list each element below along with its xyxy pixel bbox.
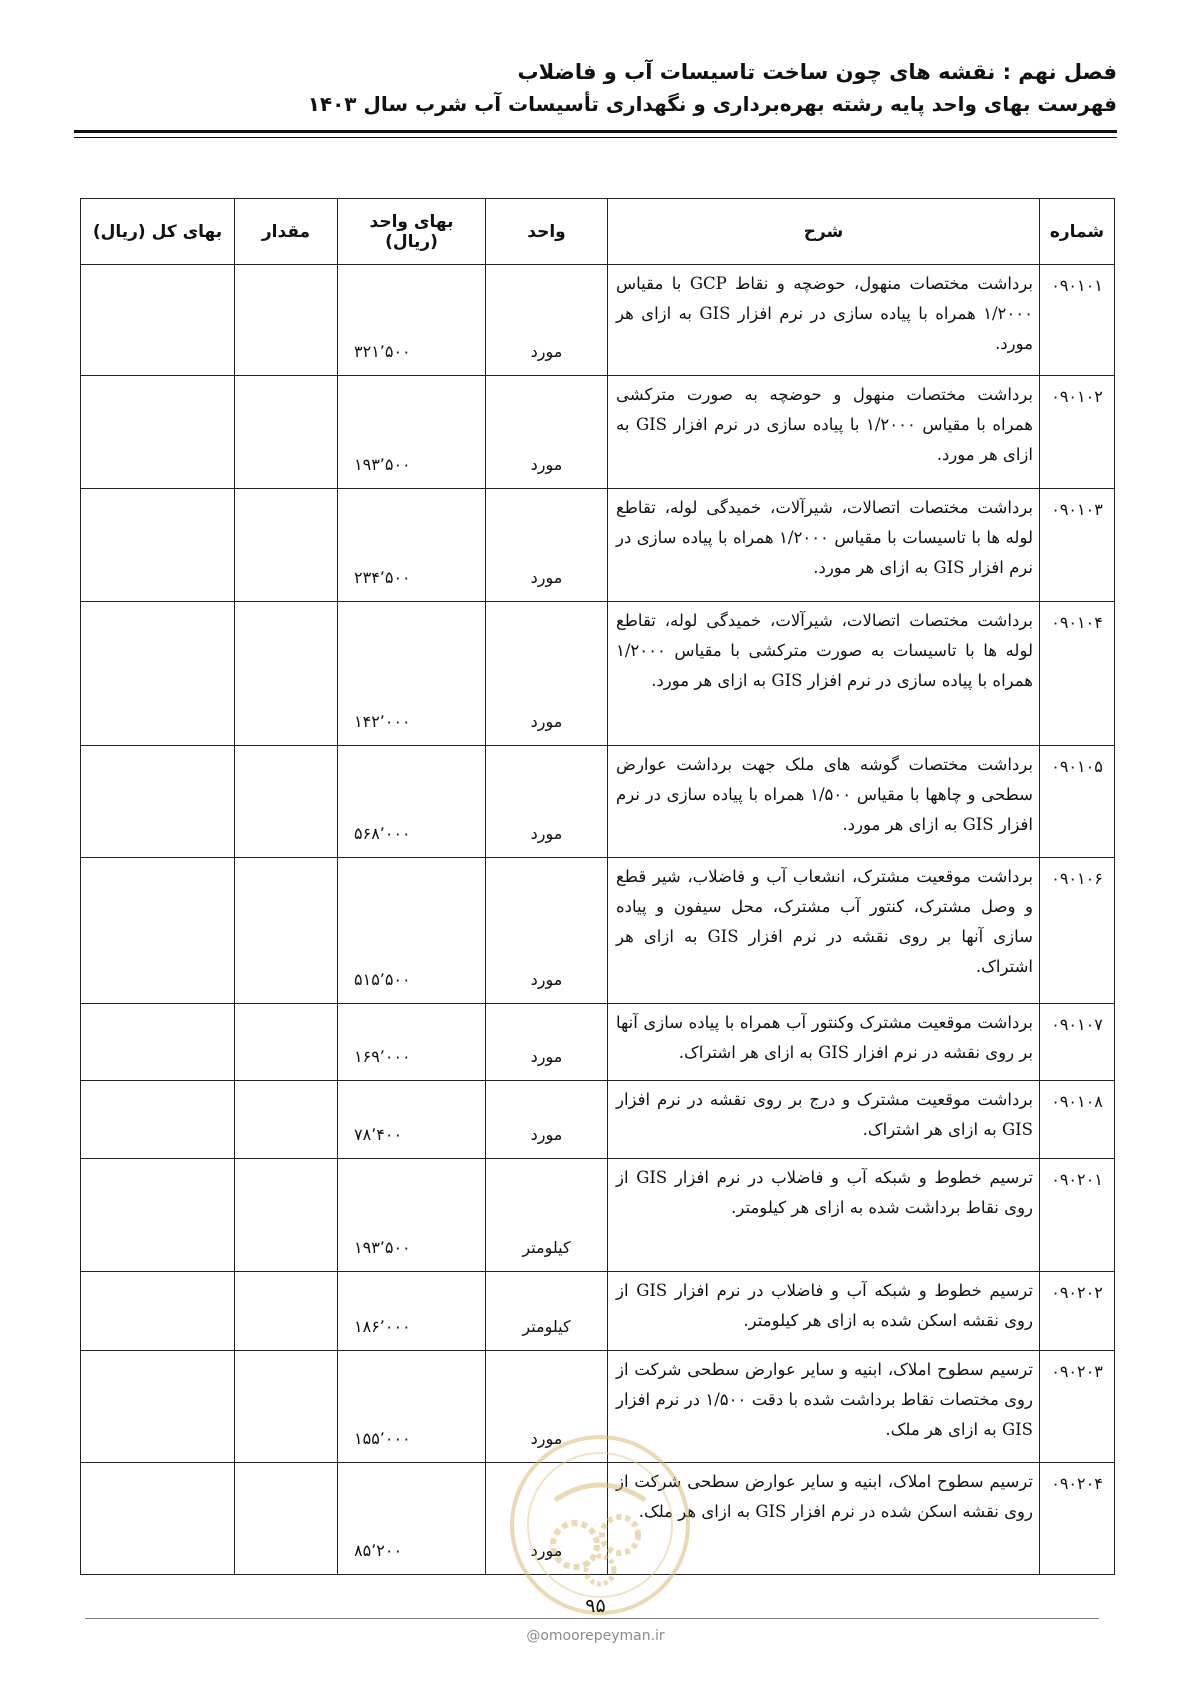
item-number: ۰۹۰۱۰۴ [1040,602,1115,746]
item-unit: مورد [486,858,608,1004]
item-unit-price: ۱۹۳٬۵۰۰ [338,376,486,489]
item-description: ترسیم خطوط و شبکه آب و فاضلاب در نرم افزار GIS از روی نقشه اسکن شده به ازای هر کیلومتر. [608,1272,1040,1351]
item-unit: مورد [486,1004,608,1081]
item-unit-price: ۸۵٬۲۰۰ [338,1463,486,1575]
item-number: ۰۹۰۱۰۶ [1040,858,1115,1004]
item-number: ۰۹۰۱۰۱ [1040,265,1115,376]
item-unit-price: ۲۳۴٬۵۰۰ [338,489,486,602]
table-row [81,1159,1115,1272]
table-row [81,489,1115,602]
item-unit-price: ۵۶۸٬۰۰۰ [338,746,486,858]
item-number: ۰۹۰۱۰۵ [1040,746,1115,858]
price-list-table [80,198,1115,1575]
table-row [81,1272,1115,1351]
page-number: ۹۵ [585,1595,606,1617]
item-quantity [235,376,338,489]
header-divider-thick [74,130,1117,133]
item-description: برداشت مختصات اتصالات، شیرآلات، خمیدگی لوله، تقاطع لوله ها با تاسیسات با مقیاس ۱/۲۰۰۰ همراه با پیاده سازی در نرم افزار GIS به ازای هر مورد. [608,489,1040,602]
item-unit: مورد [486,1081,608,1159]
item-total-price [81,1272,235,1351]
item-unit: مورد [486,489,608,602]
item-quantity [235,1004,338,1081]
item-unit-price: ۱۸۶٬۰۰۰ [338,1272,486,1351]
table-row [81,1004,1115,1081]
header-divider-thin [74,137,1117,138]
item-unit: مورد [486,1463,608,1575]
item-description: برداشت موقعیت مشترک، انشعاب آب و فاضلاب، شیر قطع و وصل مشترک، کنتور آب مشترک، محل سیفون و پیاده سازی آنها بر روی نقشه در نرم افزار GIS به ازای هر اشتراک. [608,858,1040,1004]
table-row [81,858,1115,1004]
item-unit-price: ۷۸٬۴۰۰ [338,1081,486,1159]
item-description: برداشت موقعیت مشترک و درج بر روی نقشه در نرم افزار GIS به ازای هر اشتراک. [608,1081,1040,1159]
item-description: ترسیم خطوط و شبکه آب و فاضلاب در نرم افزار GIS از روی نقاط برداشت شده به ازای هر کیلومتر. [608,1159,1040,1272]
header-number: شماره [1040,199,1115,265]
website-watermark: @omoorepeyman.ir [526,1628,665,1644]
table-row [81,746,1115,858]
item-number: ۰۹۰۱۰۳ [1040,489,1115,602]
item-unit: مورد [486,265,608,376]
item-number: ۰۹۰۲۰۲ [1040,1272,1115,1351]
item-unit: کیلومتر [486,1272,608,1351]
item-description: ترسیم سطوح املاک، ابنیه و سایر عوارض سطحی شرکت از روی نقشه اسکن شده در نرم افزار GIS به ازای هر ملک. [608,1463,1040,1575]
item-quantity [235,489,338,602]
item-unit: مورد [486,746,608,858]
item-number: ۰۹۰۲۰۳ [1040,1351,1115,1463]
item-total-price [81,265,235,376]
header-quantity: مقدار [235,199,338,265]
item-unit-price: ۱۹۳٬۵۰۰ [338,1159,486,1272]
item-total-price [81,1463,235,1575]
header-total-price: بهای کل (ریال) [81,199,235,265]
item-quantity [235,602,338,746]
item-unit-price: ۵۱۵٬۵۰۰ [338,858,486,1004]
item-unit-price: ۱۵۵٬۰۰۰ [338,1351,486,1463]
item-number: ۰۹۰۲۰۴ [1040,1463,1115,1575]
item-quantity [235,1463,338,1575]
item-quantity [235,1081,338,1159]
item-total-price [81,376,235,489]
page-header [74,56,1117,120]
item-description: برداشت مختصات گوشه های ملک جهت برداشت عوارض سطحی و چاهها با مقیاس ۱/۵۰۰ همراه با پیاده سازی در نرم افزار GIS به ازای هر مورد. [608,746,1040,858]
item-total-price [81,1351,235,1463]
header-unit: واحد [486,199,608,265]
item-description: برداشت مختصات منهول، حوضچه و نقاط GCP با مقیاس ۱/۲۰۰۰ همراه با پیاده سازی در نرم افزار GIS به ازای هر مورد. [608,265,1040,376]
item-number: ۰۹۰۱۰۲ [1040,376,1115,489]
document-title: فهرست بهای واحد پایه رشته بهره‌برداری و نگهداری تأسیسات آب شرب سال ۱۴۰۳ [307,92,1117,116]
item-number: ۰۹۰۲۰۱ [1040,1159,1115,1272]
chapter-title: فصل نهم : نقشه های چون ساخت تاسیسات آب و فاضلاب [517,60,1117,84]
item-quantity [235,1351,338,1463]
table-row [81,376,1115,489]
item-unit: مورد [486,602,608,746]
header-unit-price: بهای واحد (ریال) [338,199,486,265]
item-quantity [235,1272,338,1351]
item-total-price [81,1159,235,1272]
item-description: برداشت موقعیت مشترک وکنتور آب همراه با پیاده سازی آنها بر روی نقشه در نرم افزار GIS به ازای هر اشتراک. [608,1004,1040,1081]
header-description: شرح [608,199,1040,265]
item-total-price [81,489,235,602]
table-row [81,265,1115,376]
item-description: برداشت مختصات اتصالات، شیرآلات، خمیدگی لوله، تقاطع لوله ها با تاسیسات به صورت مترکشی با مقیاس ۱/۲۰۰۰ همراه با پیاده سازی در نرم افزار GIS به ازای هر مورد. [608,602,1040,746]
item-unit-price: ۱۶۹٬۰۰۰ [338,1004,486,1081]
table-header-row [81,199,1115,265]
item-unit: مورد [486,1351,608,1463]
item-unit: مورد [486,376,608,489]
item-number: ۰۹۰۱۰۸ [1040,1081,1115,1159]
publisher-seal-watermark [505,1430,695,1620]
item-quantity [235,746,338,858]
item-quantity [235,1159,338,1272]
table-row [81,602,1115,746]
item-number: ۰۹۰۱۰۷ [1040,1004,1115,1081]
item-total-price [81,1004,235,1081]
item-unit-price: ۱۴۲٬۰۰۰ [338,602,486,746]
item-total-price [81,746,235,858]
item-description: برداشت مختصات منهول و حوضچه به صورت مترکشی همراه با مقیاس ۱/۲۰۰۰ با پیاده سازی در نرم افزار GIS به ازای هر مورد. [608,376,1040,489]
item-unit-price: ۳۲۱٬۵۰۰ [338,265,486,376]
item-total-price [81,858,235,1004]
item-unit: کیلومتر [486,1159,608,1272]
item-description: ترسیم سطوح املاک، ابنیه و سایر عوارض سطحی شرکت از روی مختصات نقاط برداشت شده با دقت ۱/۵۰۰ در نرم افزار GIS به ازای هر ملک. [608,1351,1040,1463]
item-quantity [235,265,338,376]
item-total-price [81,1081,235,1159]
item-total-price [81,602,235,746]
item-quantity [235,858,338,1004]
footer-divider [85,1618,1099,1619]
table-row [81,1081,1115,1159]
